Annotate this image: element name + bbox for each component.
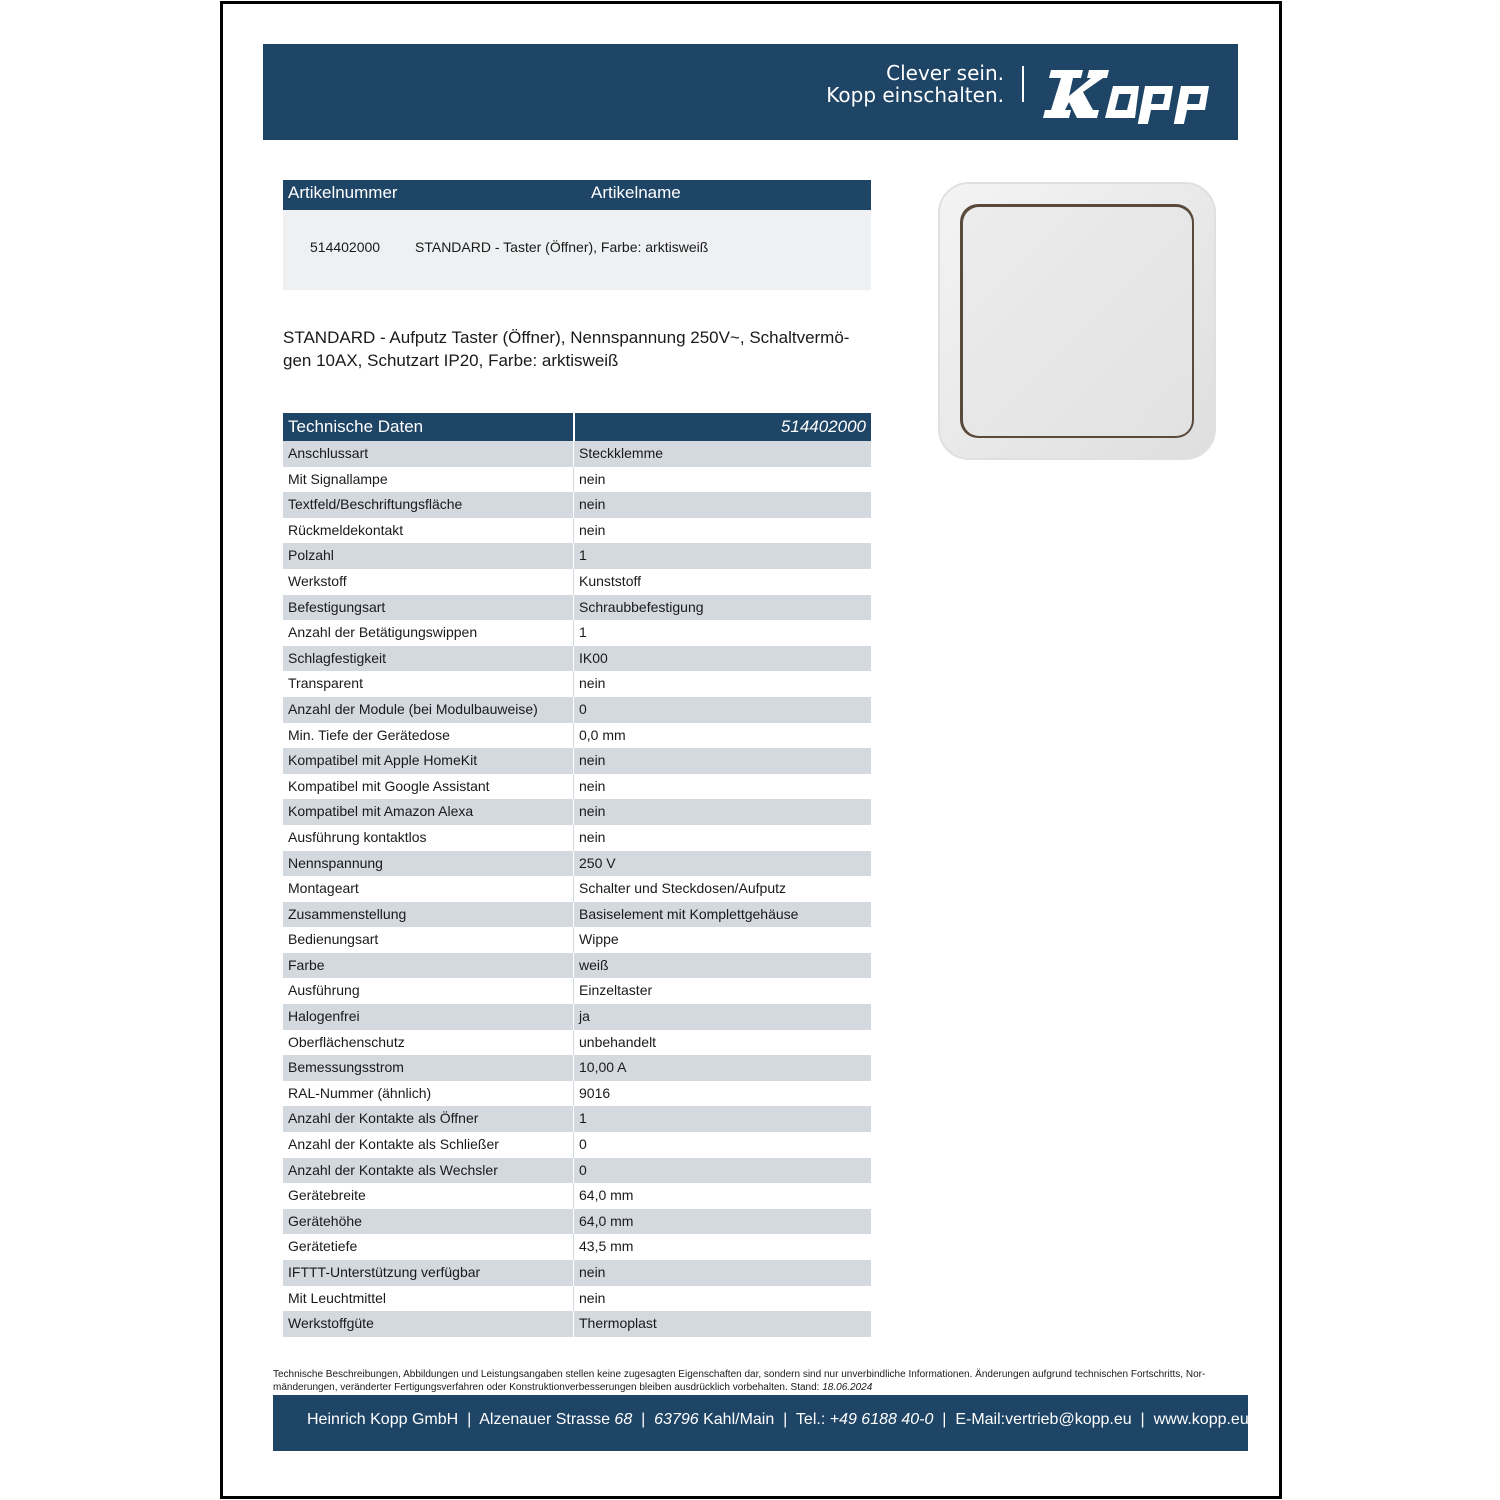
tech-data-row	[283, 927, 871, 953]
tech-data-value: 64,0 mm	[579, 1212, 634, 1229]
tech-data-key: Anzahl der Betätigungswippen	[283, 620, 574, 646]
tech-data-key: Gerätetiefe	[283, 1234, 574, 1260]
kopp-logo	[1043, 54, 1223, 124]
article-table-header	[283, 180, 871, 210]
tech-data-row	[283, 1158, 871, 1184]
tech-data-key: Kompatibel mit Amazon Alexa	[283, 799, 574, 825]
tech-data-key: RAL-Nummer (ähnlich)	[283, 1081, 574, 1107]
tech-data-key: Werkstoffgüte	[283, 1311, 574, 1337]
tech-data-row	[283, 441, 871, 467]
tech-data-value: IK00	[579, 649, 608, 666]
tech-data-header	[283, 413, 871, 441]
tech-data-row	[283, 492, 871, 518]
footer-tel-label: Tel.:	[795, 1411, 826, 1428]
article-table	[283, 180, 871, 290]
tech-data-value: nein	[579, 521, 606, 538]
description-line-1: STANDARD - Aufputz Taster (Öffner), Nennspannung 250V~, Schaltvermö-	[283, 328, 850, 347]
tech-data-row	[283, 543, 871, 569]
tech-data-value: nein	[579, 675, 606, 692]
article-number: 514402000	[310, 239, 381, 255]
tech-data-key: Zusammenstellung	[283, 902, 574, 928]
tech-data-key: Gerätehöhe	[283, 1209, 574, 1235]
tech-data-row	[283, 876, 871, 902]
footer-tel[interactable]: +49 6188 40-0	[829, 1411, 934, 1428]
tech-data-value: Einzeltaster	[579, 982, 653, 999]
tech-data-row	[283, 595, 871, 621]
tech-data-value: 0,0 mm	[579, 726, 626, 743]
tech-data-key: Transparent	[283, 671, 574, 697]
tech-data-row	[283, 1081, 871, 1107]
tech-data-value: Basiselement mit Komplettgehäuse	[579, 905, 799, 922]
disclaimer-line-2	[273, 1381, 1248, 1394]
article-name: STANDARD - Taster (Öffner), Farbe: arktisweiß	[415, 239, 709, 255]
tech-data-value: 1	[579, 1110, 587, 1127]
tech-data-key: Montageart	[283, 876, 574, 902]
disclaimer-line-1: Technische Beschreibungen, Abbildungen und Leistungsangaben stellen keine zugesagten Eigenschaften dar, sondern sind nur unverbindliche Informationen. Änderungen aufgrund technischen Fortschritts, Nor-	[273, 1369, 1206, 1380]
tech-data-key: Anzahl der Kontakte als Wechsler	[283, 1158, 574, 1184]
footer-email[interactable]: vertrieb@kopp.eu	[1005, 1411, 1132, 1428]
tech-data-key: Kompatibel mit Google Assistant	[283, 774, 574, 800]
tech-data-value: Steckklemme	[579, 445, 664, 461]
tech-data-key: Gerätebreite	[283, 1183, 574, 1209]
disclaimer-date: 18.06.2024	[822, 1382, 873, 1393]
description-line-2: gen 10AX, Schutzart IP20, Farbe: arktisweiß	[283, 351, 619, 370]
article-number-header: Artikelnummer	[288, 183, 398, 202]
tech-data-value: nein	[579, 803, 606, 820]
tech-data-key: Bedienungsart	[283, 927, 574, 953]
footer-house-no: 68	[614, 1411, 633, 1428]
tech-data-value: 0	[579, 1161, 587, 1178]
slogan-line-1: Clever sein.	[886, 61, 1004, 85]
tech-data-value: weiß	[579, 956, 609, 973]
tech-data-row	[283, 1183, 871, 1209]
tech-data-row	[283, 1311, 871, 1337]
tech-data-key: Textfeld/Beschriftungsfläche	[283, 492, 574, 518]
tech-data-row	[283, 1004, 871, 1030]
product-description	[283, 326, 873, 372]
tech-data-value: Wippe	[579, 931, 619, 948]
tech-data-value: nein	[579, 777, 606, 794]
tech-data-key: Halogenfrei	[283, 1004, 574, 1030]
footer-sep: |	[467, 1411, 472, 1428]
tech-data-row	[283, 1132, 871, 1158]
tech-data-value: nein	[579, 470, 606, 487]
tech-data-key: Mit Leuchtmittel	[283, 1286, 574, 1312]
tech-data-row	[283, 1055, 871, 1081]
tech-data-row	[283, 851, 871, 877]
tech-data-key: Befestigungsart	[283, 595, 574, 621]
tech-data-value: 43,5 mm	[579, 1238, 634, 1255]
tech-data-row	[283, 902, 871, 928]
tech-data-value: Kunststoff	[579, 572, 642, 589]
tech-data-value: Schraubbefestigung	[579, 598, 704, 615]
tech-data-value: ja	[579, 1008, 590, 1025]
tech-data-row	[283, 646, 871, 672]
tech-data-row	[283, 825, 871, 851]
tech-data-row	[283, 671, 871, 697]
footer-sep: |	[1140, 1411, 1145, 1428]
tech-data-value: 1	[579, 547, 587, 564]
tech-data-key: Schlagfestigkeit	[283, 646, 574, 672]
tech-data-key: Farbe	[283, 953, 574, 979]
tech-data-key: Ausführung kontaktlos	[283, 825, 574, 851]
tech-data-row	[283, 697, 871, 723]
tech-data-key: Min. Tiefe der Gerätedose	[283, 723, 574, 749]
tech-data-row	[283, 723, 871, 749]
tech-data-key: Ausführung	[283, 978, 574, 1004]
tech-data-key: Anzahl der Kontakte als Schließer	[283, 1132, 574, 1158]
tech-data-row	[283, 1209, 871, 1235]
tech-data-key: Mit Signallampe	[283, 467, 574, 493]
tech-data-value: unbehandelt	[579, 1033, 657, 1050]
tech-data-row	[283, 1260, 871, 1286]
footer-sep: |	[942, 1411, 947, 1428]
tech-data-key: Polzahl	[283, 543, 574, 569]
tech-data-value: Thermoplast	[579, 1315, 657, 1332]
tech-data-value: 1	[579, 624, 587, 641]
tech-header-divider	[573, 413, 575, 441]
tech-data-row	[283, 1106, 871, 1132]
tech-data-value: 10,00 A	[579, 1059, 627, 1076]
footer-email-label: E-Mail:	[955, 1411, 1006, 1428]
product-image	[938, 182, 1216, 460]
tech-data-row	[283, 1286, 871, 1312]
header-banner	[263, 44, 1238, 140]
tech-data-article-number: 514402000	[780, 417, 866, 436]
tech-data-key: Bemessungsstrom	[283, 1055, 574, 1081]
article-table-row	[283, 210, 871, 290]
tech-data-rows	[283, 441, 871, 1337]
tech-data-row	[283, 953, 871, 979]
tech-data-key: Oberflächenschutz	[283, 1030, 574, 1056]
tech-data-row	[283, 748, 871, 774]
tech-data-key: Anzahl der Kontakte als Öffner	[283, 1106, 574, 1132]
tech-data-row	[283, 620, 871, 646]
footer-zip: 63796	[654, 1411, 699, 1428]
tech-data-title: Technische Daten	[288, 417, 424, 436]
tech-data-row	[283, 799, 871, 825]
tech-data-row	[283, 1030, 871, 1056]
tech-data-key: Anschlussart	[283, 441, 574, 467]
footer-contact	[307, 1411, 1249, 1429]
footer-city: Kahl/Main	[703, 1411, 775, 1428]
tech-data-value: 0	[579, 700, 587, 717]
tech-data-table	[283, 413, 871, 1337]
tech-data-value: 9016	[579, 1084, 611, 1101]
tech-data-key: IFTTT-Unterstützung verfügbar	[283, 1260, 574, 1286]
tech-data-row	[283, 518, 871, 544]
slogan-divider	[1022, 66, 1024, 102]
footer-website[interactable]: www.kopp.eu	[1153, 1411, 1249, 1428]
disclaimer-line-2-text: mänderungen, veränderter Fertigungsverfahren oder Konstruktionverbesserungen bleiben ausdrücklich vorbehalten. Stand:	[273, 1382, 823, 1393]
footer-company: Heinrich Kopp GmbH	[307, 1411, 459, 1428]
tech-data-row	[283, 467, 871, 493]
article-name-header: Artikelname	[591, 183, 681, 202]
tech-data-key: Rückmeldekontakt	[283, 518, 574, 544]
tech-data-value: nein	[579, 1264, 606, 1280]
tech-data-value: nein	[579, 828, 606, 845]
footer-sep: |	[783, 1411, 788, 1428]
tech-data-value: Schalter und Steckdosen/Aufputz	[579, 880, 787, 897]
tech-data-value: nein	[579, 752, 606, 769]
tech-data-value: nein	[579, 496, 606, 513]
tech-data-value: 0	[579, 1136, 587, 1153]
footer-banner	[273, 1395, 1248, 1451]
slogan	[826, 62, 1004, 106]
tech-data-row	[283, 569, 871, 595]
tech-data-row	[283, 1234, 871, 1260]
tech-data-key: Werkstoff	[283, 569, 574, 595]
tech-data-value: nein	[579, 1289, 606, 1306]
tech-data-key: Kompatibel mit Apple HomeKit	[283, 748, 574, 774]
slogan-line-2: Kopp einschalten.	[826, 83, 1004, 107]
tech-data-value: 250 V	[579, 854, 616, 871]
tech-data-key: Nennspannung	[283, 851, 574, 877]
footer-street: Alzenauer Strasse	[479, 1411, 610, 1428]
footer-sep: |	[641, 1411, 646, 1428]
disclaimer	[273, 1368, 1248, 1394]
tech-data-row	[283, 978, 871, 1004]
tech-data-value: 64,0 mm	[579, 1187, 634, 1204]
tech-data-row	[283, 774, 871, 800]
tech-data-key: Anzahl der Module (bei Modulbauweise)	[283, 697, 574, 723]
